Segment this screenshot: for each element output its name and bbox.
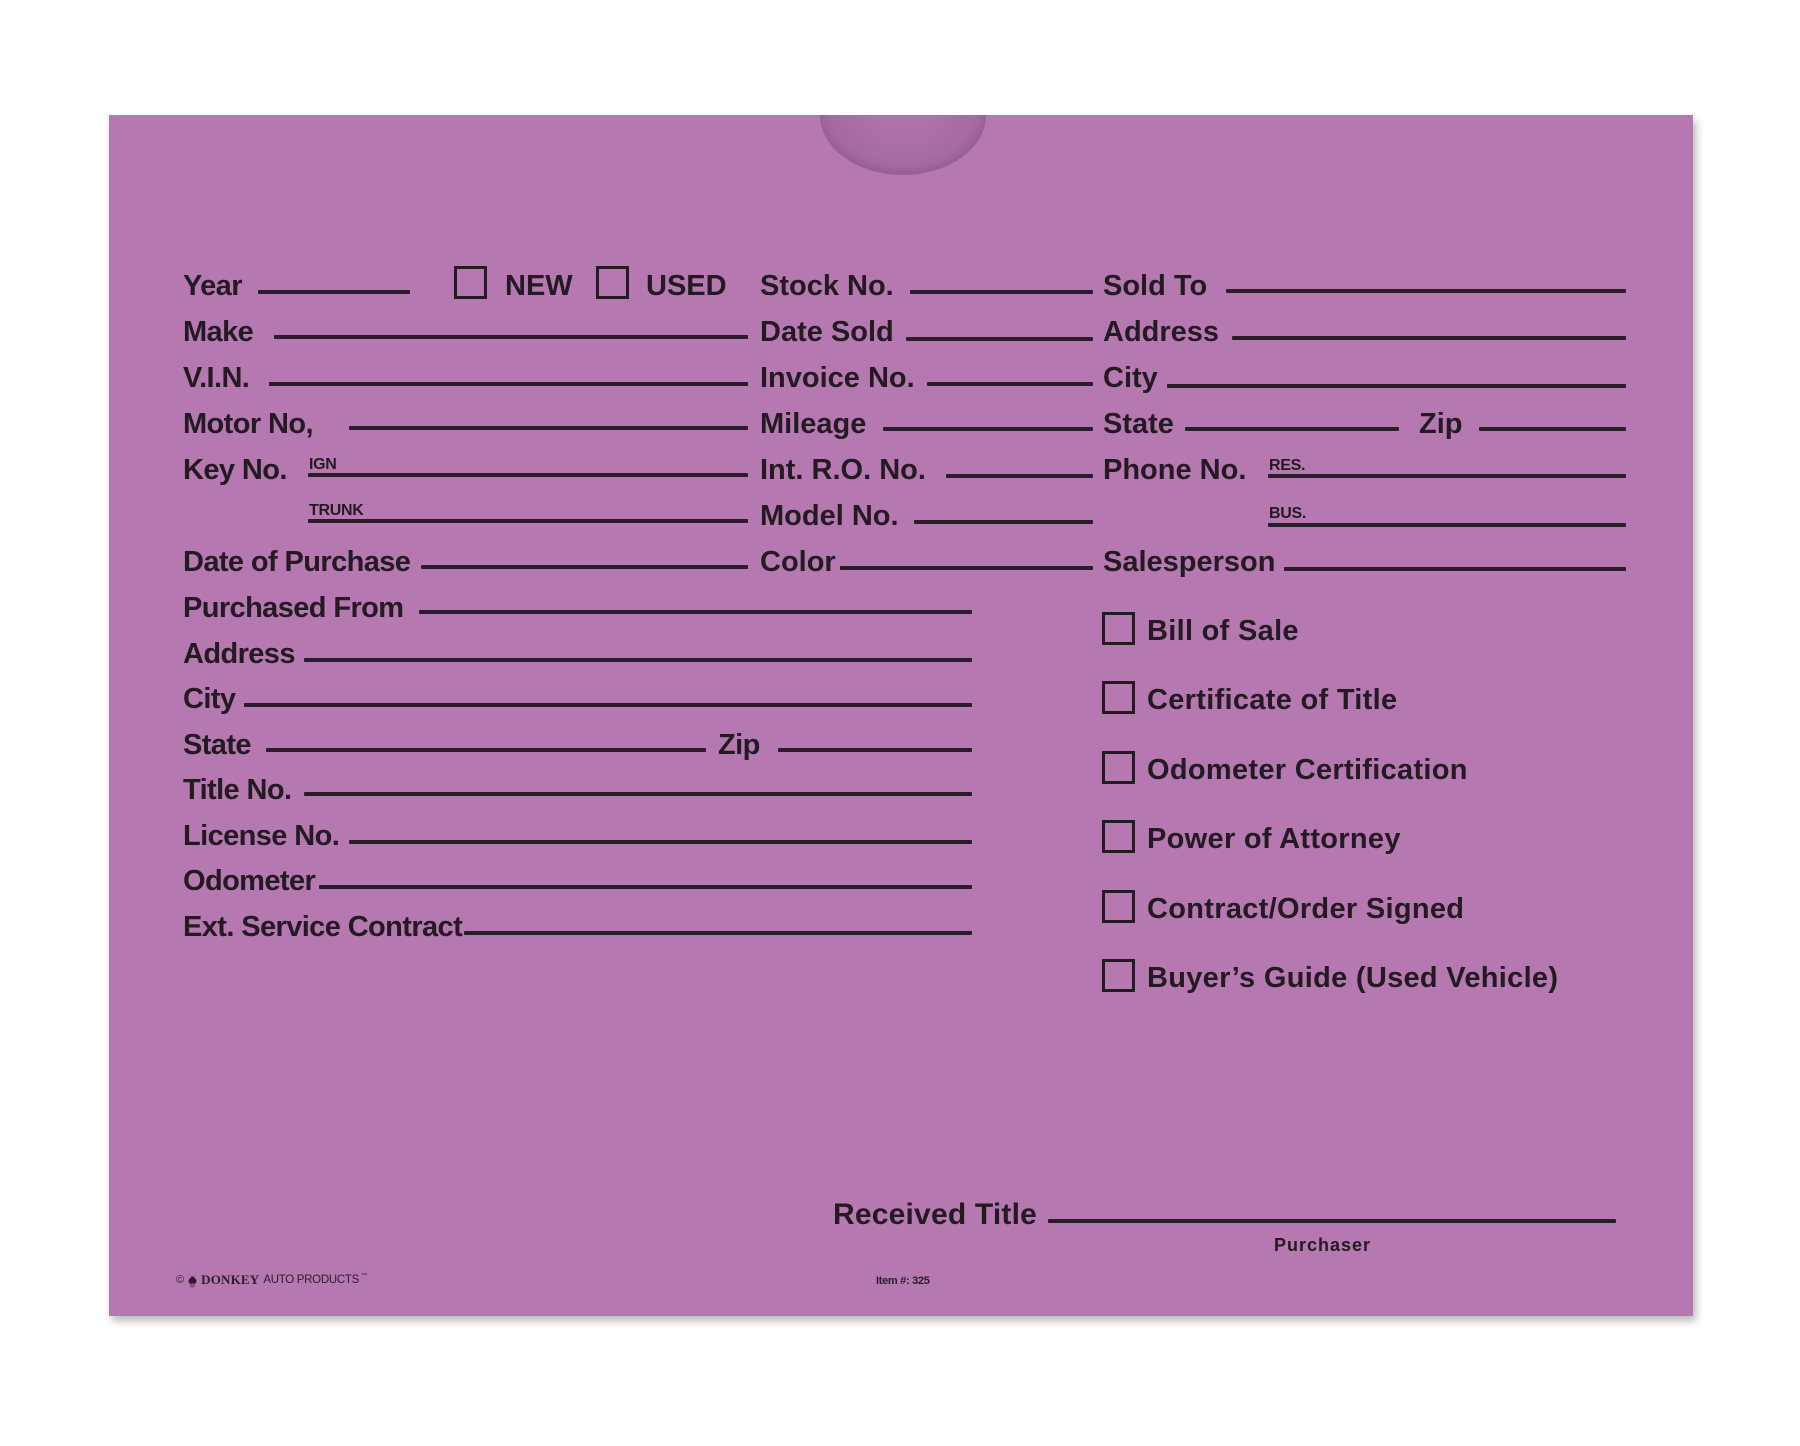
buyer-address-label: Address [1103,316,1220,348]
color-label: Color [760,546,836,578]
buyer-zip-label: Zip [1419,408,1463,440]
buyer-city-label: City [1103,362,1158,394]
brand-name: DONKEY [201,1272,260,1287]
donkey-head-icon [186,1271,199,1289]
certificate-of-title-label: Certificate of Title [1147,684,1398,716]
purchase-address-label: Address [183,638,295,670]
salesperson-label: Salesperson [1103,546,1276,578]
odometer-certification-checkbox[interactable] [1102,751,1135,784]
motor-no-label: Motor No, [183,408,313,440]
title-no-field[interactable] [304,792,972,796]
deal-jacket-form [109,115,1693,1316]
buyer-city-field[interactable] [1167,384,1626,388]
received-title-label: Received Title [833,1198,1038,1231]
stock-no-label: Stock No. [760,270,894,302]
key-no-label: Key No. [183,454,287,486]
license-no-label: License No. [183,820,340,852]
trademark-symbol: ™ [360,1273,367,1279]
res-label: RES. [1269,457,1306,474]
make-label: Make [183,316,254,348]
bill-of-sale-label: Bill of Sale [1147,615,1299,647]
contract-order-signed-checkbox[interactable] [1102,890,1135,923]
year-label: Year [183,270,242,302]
copyright-symbol: © [176,1274,185,1286]
purchase-state-field[interactable] [266,748,706,752]
model-no-field[interactable] [914,520,1093,524]
new-label: NEW [505,270,573,302]
phone-res-field[interactable] [1268,474,1626,478]
buyer-state-field[interactable] [1185,427,1399,431]
key-trunk-field[interactable] [308,519,748,523]
purchase-state-label: State [183,729,251,761]
certificate-of-title-checkbox[interactable] [1102,681,1135,714]
title-no-label: Title No. [183,774,292,806]
odometer-field[interactable] [319,885,972,889]
thumb-notch [820,115,986,175]
color-field[interactable] [840,566,1093,570]
year-field[interactable] [258,290,410,294]
buyer-zip-field[interactable] [1479,427,1626,431]
bus-label: BUS. [1269,505,1307,522]
brand-suffix: AUTO PRODUCTS [263,1274,359,1286]
license-no-field[interactable] [349,840,972,844]
phone-no-label: Phone No. [1103,454,1247,486]
trunk-label: TRUNK [309,502,364,519]
buyer-address-field[interactable] [1232,336,1626,340]
used-label: USED [646,270,727,302]
item-number: Item #: 325 [876,1275,930,1287]
date-of-purchase-field[interactable] [421,565,748,569]
sold-to-label: Sold To [1103,270,1208,302]
invoice-no-label: Invoice No. [760,362,915,394]
buyers-guide-label: Buyer’s Guide (Used Vehicle) [1147,962,1559,994]
invoice-no-field[interactable] [927,382,1093,386]
int-ro-no-field[interactable] [946,474,1093,478]
buyer-state-label: State [1103,408,1174,440]
purchased-from-field[interactable] [419,610,972,614]
stock-no-field[interactable] [910,290,1093,294]
ext-service-contract-field[interactable] [464,931,972,935]
odometer-certification-label: Odometer Certification [1147,754,1468,786]
odometer-label: Odometer [183,865,316,897]
mileage-label: Mileage [760,408,867,440]
ign-label: IGN [309,456,337,473]
purchaser-caption: Purchaser [1274,1235,1372,1255]
purchase-zip-field[interactable] [778,748,972,752]
purchased-from-label: Purchased From [183,592,404,624]
model-no-label: Model No. [760,500,899,532]
make-field[interactable] [274,335,748,339]
motor-no-field[interactable] [349,426,748,430]
vin-field[interactable] [269,382,748,386]
used-checkbox[interactable] [596,266,629,299]
phone-bus-field[interactable] [1268,523,1626,527]
power-of-attorney-checkbox[interactable] [1102,820,1135,853]
date-of-purchase-label: Date of Purchase [183,546,411,578]
purchase-address-field[interactable] [304,658,972,662]
key-ign-field[interactable] [308,473,748,477]
mileage-field[interactable] [883,427,1093,431]
int-ro-no-label: Int. R.O. No. [760,454,926,486]
salesperson-field[interactable] [1284,567,1626,571]
received-title-signature-field[interactable] [1048,1219,1616,1223]
buyers-guide-checkbox[interactable] [1102,959,1135,992]
date-sold-field[interactable] [906,337,1093,341]
contract-order-signed-label: Contract/Order Signed [1147,893,1465,925]
power-of-attorney-label: Power of Attorney [1147,823,1401,855]
purchase-zip-label: Zip [718,729,760,761]
purchase-city-field[interactable] [244,703,972,707]
purchase-city-label: City [183,683,236,715]
brand-logo [176,1270,367,1290]
sold-to-field[interactable] [1226,289,1626,293]
ext-service-contract-label: Ext. Service Contract [183,911,463,943]
bill-of-sale-checkbox[interactable] [1102,612,1135,645]
new-checkbox[interactable] [454,266,487,299]
vin-label: V.I.N. [183,362,250,394]
date-sold-label: Date Sold [760,316,894,348]
